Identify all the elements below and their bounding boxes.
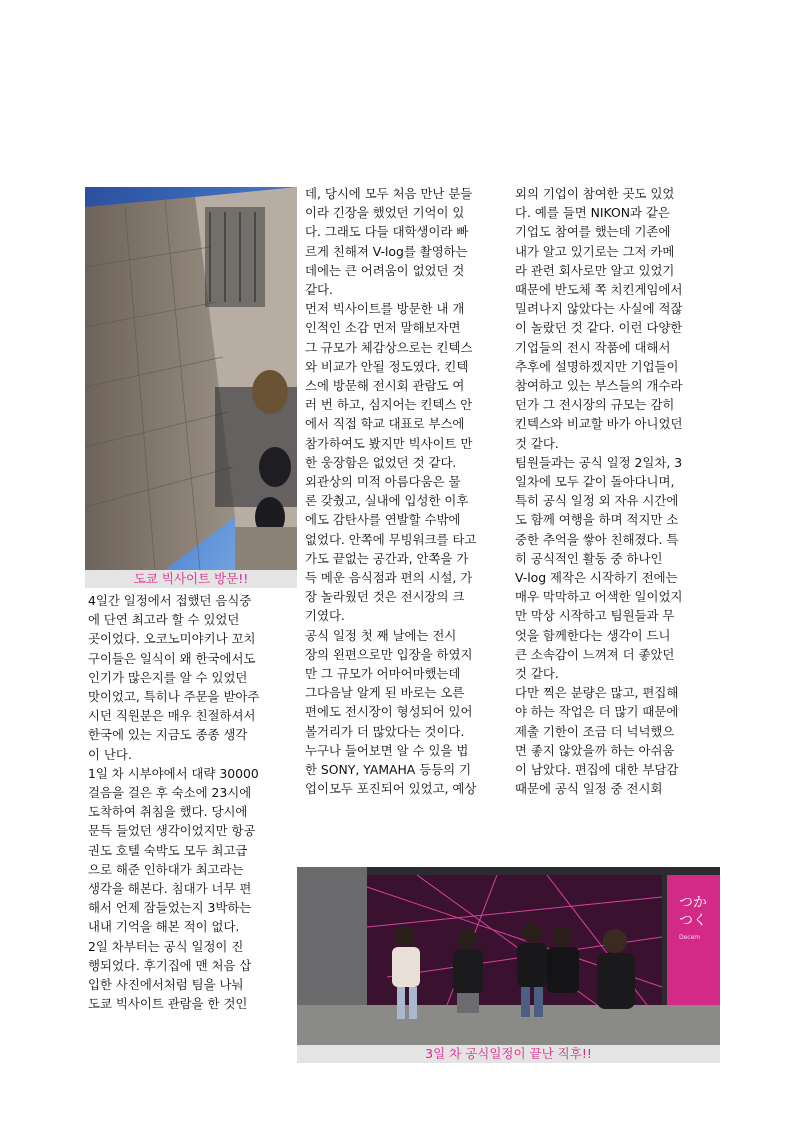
text-line: 론 갖췄고, 실내에 입성한 이후 (305, 493, 469, 509)
text-line: 참가하여도 봤지만 빅사이트 만 (305, 435, 473, 451)
text-line: 스에 방문해 전시회 관람도 여 (305, 378, 465, 394)
text-line: 에도 감탄사를 연발할 수밖에 (305, 512, 461, 528)
text-line: 라 관련 회사로만 알고 있었기 (515, 262, 675, 278)
text-line: 입한 사진에서처럼 팀을 나눠 (88, 977, 244, 993)
text-line: 팀원들과는 공식 일정 2일차, 3 (515, 454, 683, 470)
text-line: V-log 제작은 시작하기 전에는 (515, 570, 678, 586)
text-line: 생각을 해본다. 침대가 너무 편 (88, 881, 252, 897)
photo-caption-big-sight: 도쿄 빅사이트 방문!! (85, 570, 297, 588)
text-line: 엇을 함께한다는 생각이 드니 (515, 627, 671, 643)
text-line: 곳이었다. 오코노미야키나 꼬치 (88, 631, 256, 647)
text-column-2 (305, 184, 505, 799)
text-line: 업이모두 포진되어 있었고, 예상 (305, 781, 477, 797)
text-line: 없었다. 안쪽에 무빙워크를 타고 (305, 531, 477, 547)
text-line: 일차에 모두 같이 돌아다니며, (515, 474, 675, 490)
text-line: 르게 친해져 V-log를 촬영하는 (305, 243, 468, 259)
text-column-1 (88, 591, 292, 1013)
text-line: 이 난다. (88, 746, 132, 762)
text-line: 매우 막막하고 어색한 일이었지 (515, 589, 683, 605)
photo-tokyo-big-sight-drawing (85, 187, 297, 570)
text-line: 만 그 규모가 어마어마했는데 (305, 666, 461, 682)
text-line: 그 규모가 체감상으로는 킨텍스 (305, 339, 473, 355)
text-line: 만 막상 시작하고 팀원들과 무 (515, 608, 675, 624)
text-line: 히 공식적인 활동 중 하나인 (515, 550, 663, 566)
text-line: 구이들은 일식이 왜 한국에서도 (88, 650, 256, 666)
text-line: 다. 예를 들면 NIKON과 같은 (515, 205, 670, 221)
text-line: 러 번 하고, 심지어는 킨텍스 안 (305, 397, 473, 413)
text-line: 한 SONY, YAMAHA 등등의 기 (305, 762, 472, 778)
text-line: 권도 호텔 숙박도 모두 최고급 (88, 842, 248, 858)
text-line: 한 웅장함은 없었던 것 같다. (305, 454, 457, 470)
text-line: 장 놀라웠던 것은 전시장의 크 (305, 589, 465, 605)
text-line: 참여하고 있는 부스들의 개수라 (515, 378, 683, 394)
text-line: 내내 기억을 해본 적이 없다. (88, 919, 240, 935)
text-line: 밀려나지 않았다는 사실에 적잖 (515, 301, 683, 317)
text-line: 이 놀랐던 것 같다. 이런 다양한 (515, 320, 683, 336)
text-line: 기였다. (305, 608, 345, 624)
text-line: 이 남았다. 편집에 대한 부담감 (515, 762, 679, 778)
text-line: 기업들의 전시 작품에 대해서 (515, 339, 671, 355)
text-line: 내가 알고 있기로는 그저 카메 (515, 243, 675, 259)
text-line: 외관상의 미적 아름다움은 물 (305, 474, 461, 490)
text-line: 해서 언제 잠들었는지 3박하는 (88, 900, 252, 916)
text-line: 1일 차 시부야에서 대략 30000 (88, 765, 259, 781)
text-line: 큰 소속감이 느껴져 더 좋았던 (515, 646, 675, 662)
text-line: 걸음을 걸은 후 숙소에 23시에 (88, 785, 252, 801)
text-line: 야 하는 작업은 더 많기 때문에 (515, 704, 679, 720)
text-line: 공식 일정 첫 째 날에는 전시 (305, 627, 457, 643)
photo-caption-group: 3일 차 공식일정이 끝난 직후!! (297, 1045, 720, 1063)
text-line: 편에도 전시장이 형성되어 있어 (305, 704, 473, 720)
text-line: 기업도 참여를 했는데 기존에 (515, 224, 671, 240)
text-line: 볼거리가 더 많았다는 것이다. (305, 723, 465, 739)
text-line: 에서 직접 학교 대표로 부스에 (305, 416, 465, 432)
text-line: 그다음날 알게 된 바로는 오른 (305, 685, 465, 701)
text-line: 4일간 일정에서 접했던 음식중 (88, 593, 252, 608)
text-line: 데, 당시에 모두 처음 만난 분들 (305, 186, 473, 201)
text-line: 같다. (305, 282, 333, 298)
photo-group-exhibition-drawing (297, 867, 720, 1045)
text-line: 외의 기업이 참여한 곳도 있었 (515, 186, 675, 201)
text-line: 데에는 큰 어려움이 없었던 것 (305, 262, 465, 278)
text-column-3 (515, 184, 715, 799)
sign-text: つく (679, 913, 707, 929)
text-line: 면 좋지 않았을까 하는 아쉬움 (515, 742, 675, 758)
text-line: 먼저 빅사이트를 방문한 내 개 (305, 301, 465, 317)
text-line: 에 단연 최고라 할 수 있었던 (88, 612, 240, 628)
text-line: 도 함께 여행을 하며 적지만 소 (515, 512, 679, 528)
text-line: 으로 해준 인하대가 최고라는 (88, 861, 244, 877)
sign-text: つか (679, 895, 707, 911)
text-line: 추후에 설명하겠지만 기업들이 (515, 358, 679, 374)
text-line: 도착하여 취침을 했다. 당시에 (88, 804, 248, 820)
text-line: 인기가 많은지를 알 수 있었던 (88, 669, 248, 685)
photo-tokyo-big-sight (85, 187, 297, 570)
text-line: 던가 그 전시장의 규모는 감히 (515, 397, 675, 413)
sign-text-small: Decem (679, 934, 701, 941)
text-line: 도쿄 빅사이트 관람을 한 것인 (88, 996, 248, 1012)
text-line: 와 비교가 안될 정도였다. 킨텍 (305, 358, 469, 374)
photo-group-exhibition (297, 867, 720, 1045)
text-line: 때문에 반도체 쪽 치킨게임에서 (515, 282, 683, 298)
text-line: 시던 직원분은 매우 친절하셔서 (88, 708, 256, 724)
text-line: 제출 기한이 조금 더 넉넉했으 (515, 723, 675, 739)
text-line: 다만 찍은 분량은 많고, 편집해 (515, 685, 679, 701)
text-line: 한국에 있는 지금도 종종 생각 (88, 727, 248, 743)
text-line: 이라 긴장을 했었던 기억이 있 (305, 205, 465, 221)
text-line: 때문에 공식 일정 중 전시회 (515, 781, 663, 797)
text-line: 인적인 소감 먼저 말해보자면 (305, 320, 461, 336)
text-line: 것 같다. (515, 666, 559, 682)
text-line: 맛이었고, 특히나 주문을 받아주 (88, 689, 260, 705)
text-line: 누구나 들어보면 알 수 있을 법 (305, 742, 469, 758)
text-line: 문득 들었던 생각이었지만 항공 (88, 823, 256, 839)
text-line: 득 메운 음식점과 편의 시설, 가 (305, 570, 473, 586)
text-line: 중한 추억을 쌓아 친해졌다. 특 (515, 531, 679, 547)
text-line: 장의 왼편으로만 입장을 하였지 (305, 646, 473, 662)
text-line: 2일 차부터는 공식 일정이 진 (88, 938, 244, 954)
text-line: 것 같다. (515, 435, 559, 451)
text-line: 킨텍스와 비교할 바가 아니었던 (515, 416, 683, 432)
text-line: 다. 그래도 다들 대학생이라 빠 (305, 224, 469, 240)
text-line: 행되었다. 후기집에 맨 처음 삽 (88, 957, 252, 973)
text-line: 가도 끝없는 공간과, 안쪽을 가 (305, 550, 469, 566)
text-line: 특히 공식 일정 외 자유 시간에 (515, 493, 679, 509)
